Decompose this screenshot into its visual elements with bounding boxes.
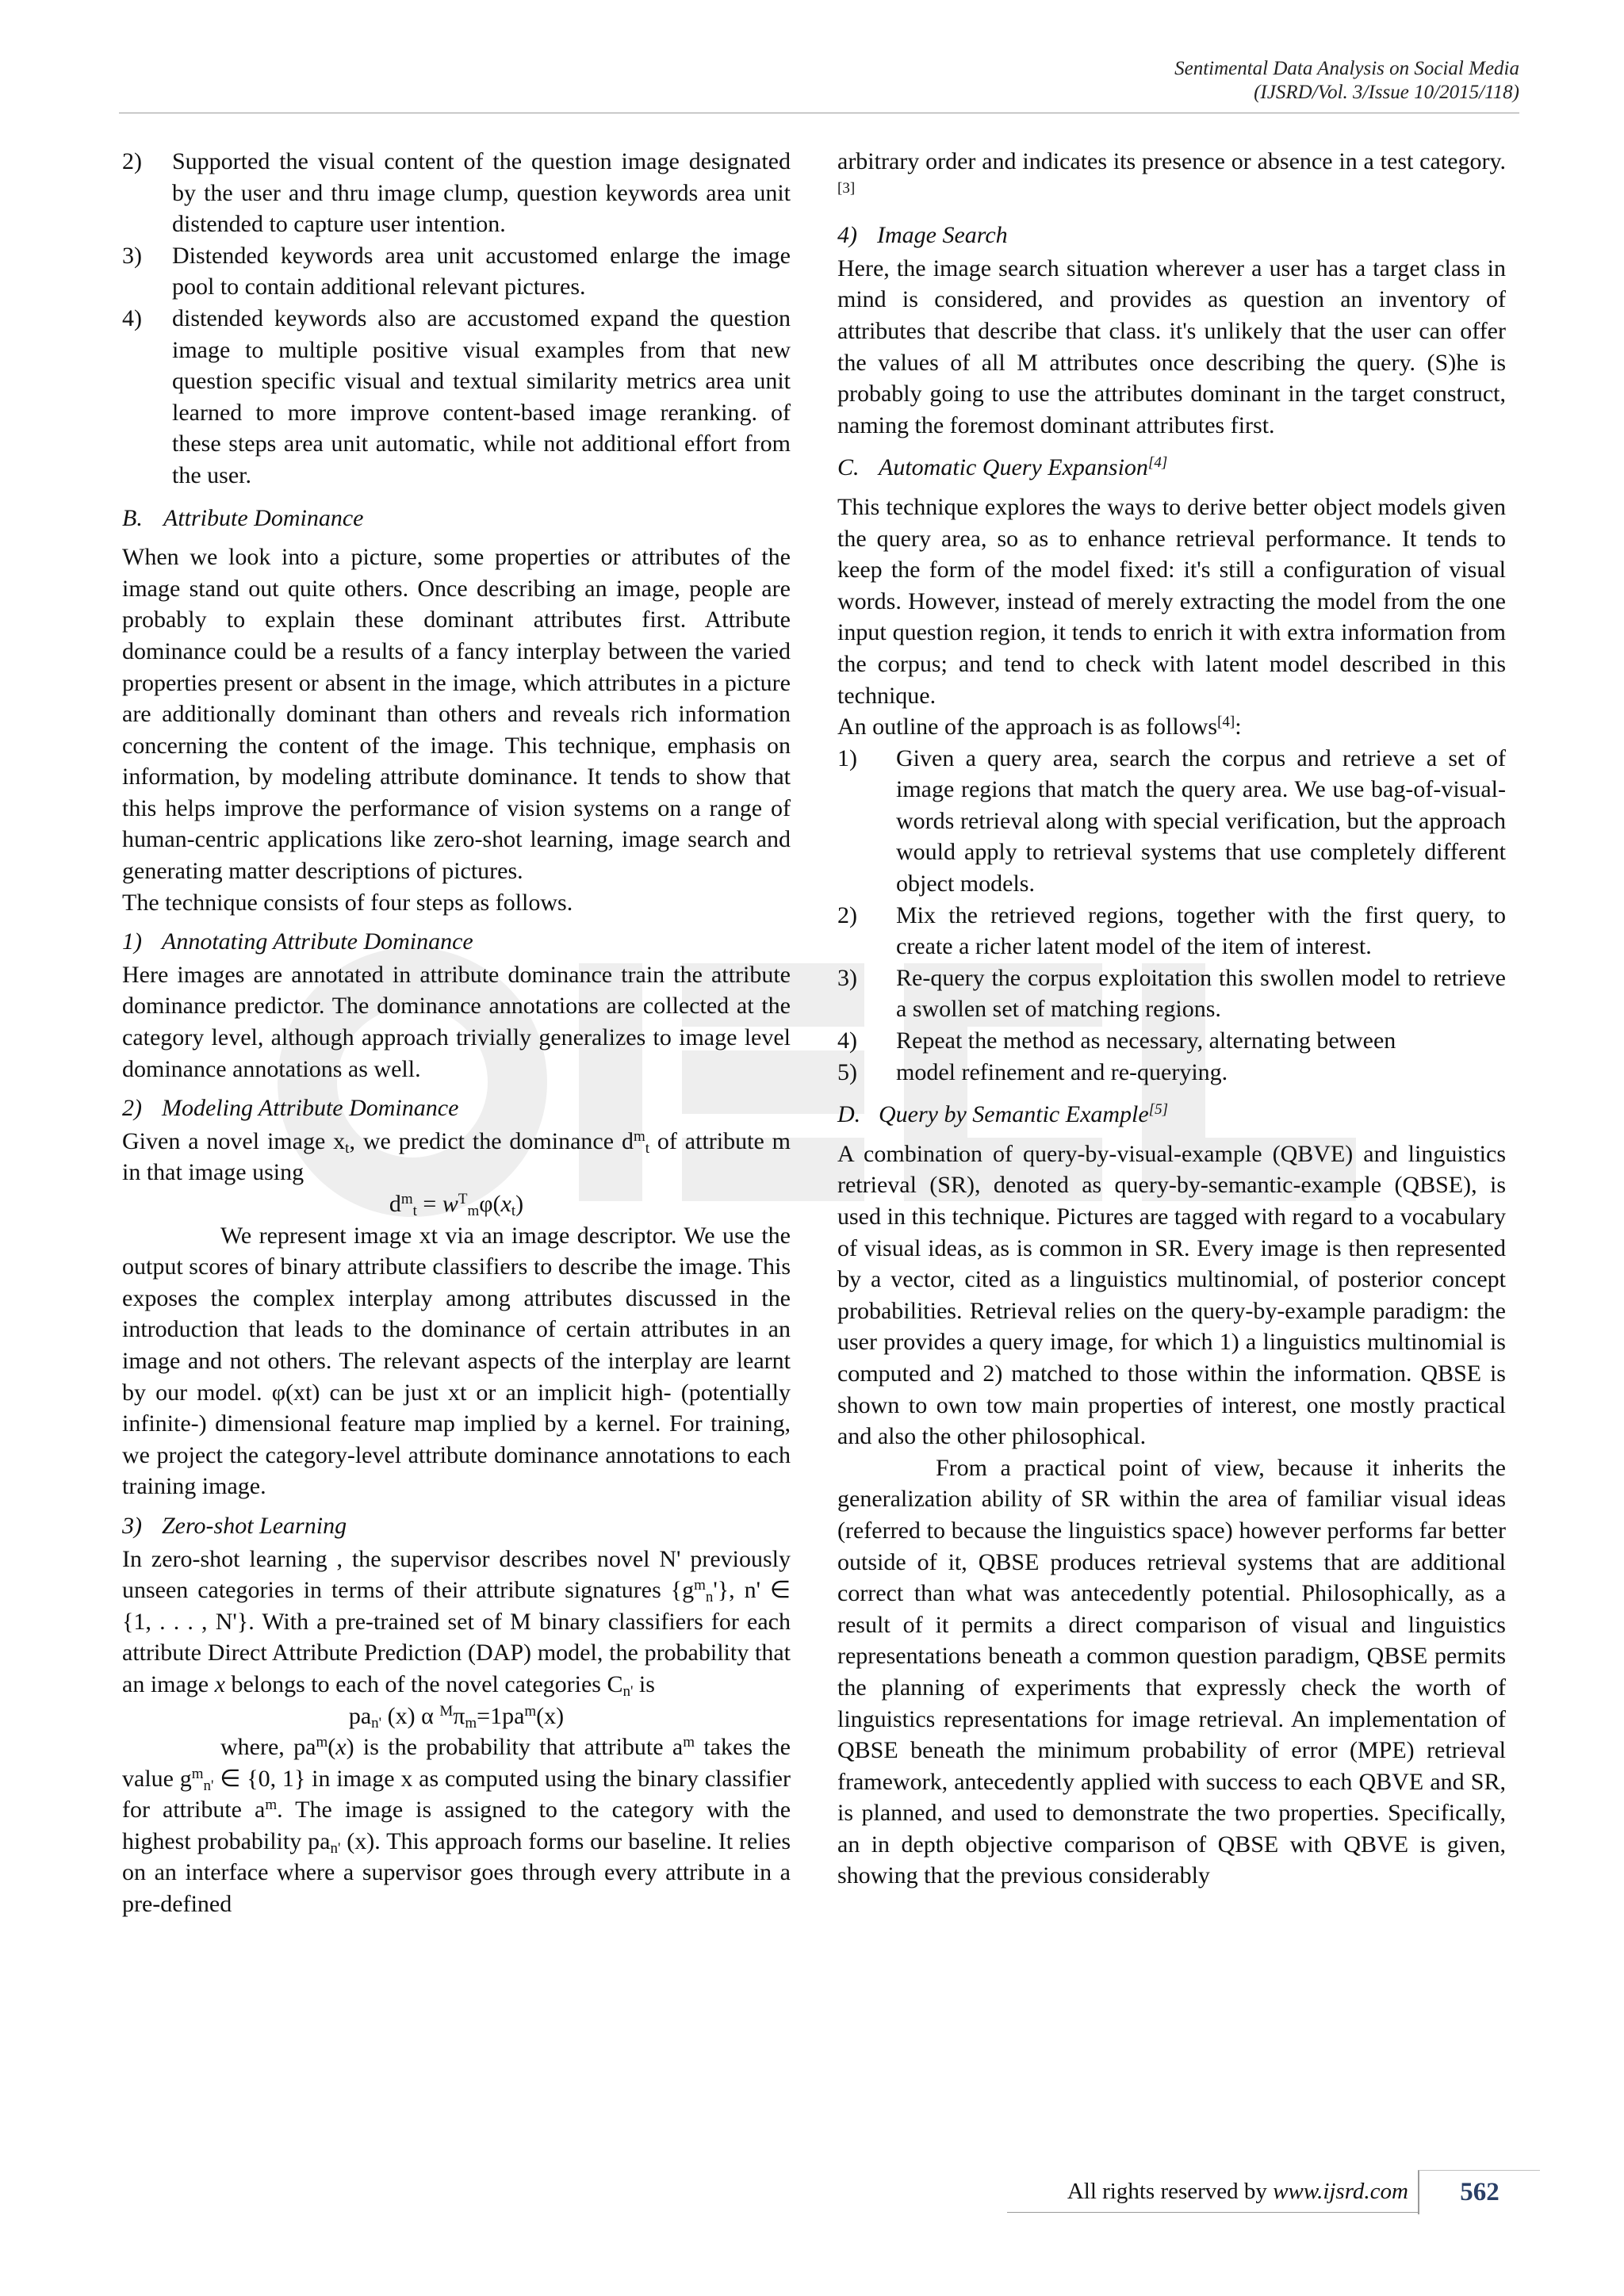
list-item: 2) Supported the visual content of the question image designated by the user and thru image clump, question keywords area unit distended to capture user intention. <box>122 148 791 238</box>
section-heading-query-expansion: C. Automatic Query Expansion[4] <box>837 454 1168 481</box>
paragraph: The technique consists of four steps as follows. <box>122 889 573 916</box>
list-item: 2) Mix the retrieved regions, together with the first query, to create a richer latent model of the item of interest. <box>837 901 1506 960</box>
footer-url-link[interactable]: www.ijsrd.com <box>1273 2179 1408 2204</box>
footer-rule <box>1007 2212 1419 2213</box>
subsection-heading: 2) Modeling Attribute Dominance <box>122 1095 459 1122</box>
page-number: 562 <box>1418 2170 1540 2214</box>
paragraph: Here images are annotated in attribute dominance train the attribute dominance predictor. The dominance annotations are collected at the category level, although approach trivially generalizes to image level dominance annotations as well. <box>122 961 791 1082</box>
left-column <box>122 146 791 1920</box>
paragraph: This technique explores the ways to derive better object models given the query area, so as to enhance retrieval performance. It tends to keep the form of the model fixed: it's still a configuration of visual words. However, instead of merely extracting the model from the one input question region, it tends to enrich it with extra information from the corpus; and tend to check with latent model described in this technique. <box>837 493 1506 709</box>
paragraph: Here, the image search situation wherever a user has a target class in mind is considered, and provides as question an inventory of attributes that describe that class. it's unlikely that the user can offer the values of all M attributes once describing the query. (S)he is probably going to use the attributes dominant in the target construct, naming the foremost dominant attributes first. <box>837 254 1506 438</box>
subsection-heading: 1) Annotating Attribute Dominance <box>122 928 473 955</box>
paragraph: From a practical point of view, because it inherits the generalization ability of SR within the area of familiar visual ideas (referred to because the linguistics space) however performs far better outside of it, QBSE produces retrieval systems that are additional correct than what was antecedently potential. Philosophically, as a result of it permits a direct comparison of visual and linguistics representations beneath a common question paradigm, QBSE permits the planning of experiments that expressly check the worth of linguistics representations for image retrieval. An implementation of QBSE beneath the minimum probability of error (MPE) retrieval framework, antecedently applied with success to each QBVE and SR, is planned, and used to demonstrate the two properties. Specifically, an in depth objective comparison of QBSE with QBVE is given, showing that the previous considerably <box>837 1454 1506 1889</box>
footer-rights: All rights reserved by www.ijsrd.com <box>1067 2179 1408 2204</box>
list-item: 4) Repeat the method as necessary, alternating between <box>837 1027 1396 1054</box>
running-header <box>726 57 1519 105</box>
list-item: 3) Distended keywords area unit accustomed enlarge the image pool to contain additional relevant pictures. <box>122 242 791 300</box>
list-item: 4) distended keywords also are accustomed expand the question image to multiple positive visual examples from that new question specific visual and textual similarity metrics area unit learned to more improve content-based image reranking. of these steps area unit automatic, while not additional effort from the user. <box>122 304 791 488</box>
paragraph: When we look into a picture, some properties or attributes of the image stand out quite others. Once describing an image, people are probably to explain these dominant attributes first. Attribute dominance could be a results of a fancy interplay between the varied properties present or absent in the image, which attributes in a picture are additionally dominant than others and reveals rich information concerning the content of the image. This technique, emphasis on information, by modeling attribute dominance. It tends to show that this helps improve the performance of vision systems on a range of human-centric applications like zero-shot learning, image search and generating matter descriptions of pictures. <box>122 544 791 885</box>
paragraph: In zero-shot learning , the supervisor describes novel N' previously unseen categories in terms of their attribute signatures $\{g^m_n'\}$, n' ∈ {1, . . . , N'}. With a pre-trained set of M binary classifiers for each attribute Direct Attribute Prediction (DAP) model, the probability that an image x belongs to each of the novel categories $C_{n'}$ is <box>122 1545 791 1700</box>
journal-citation: (IJSRD/Vol. 3/Issue 10/2015/118) <box>1254 82 1519 103</box>
equation-dap: $pa_{n'}$ (x) α $^M\pi_m=1pa^m(x)$ <box>348 1702 565 1732</box>
section-heading-semantic-example: D. Query by Semantic Example[5] <box>837 1101 1169 1128</box>
subsection-heading: 4) Image Search <box>837 222 1008 249</box>
list-item: 5) model refinement and re-querying. <box>837 1058 1228 1085</box>
subsection-heading: 3) Zero-shot Learning <box>122 1512 347 1539</box>
journal-title: Sentimental Data Analysis on Social Media <box>1174 58 1519 79</box>
list-item: 1) Given a query area, search the corpus and retrieve a set of image regions that match the query area. We use bag-of-visual-words retrieval along with special verification, but the approach would apply to retrieval systems that use completely different object models. <box>837 744 1506 897</box>
section-heading-attribute-dominance: B. Attribute Dominance <box>122 504 364 531</box>
equation-dominance: $d^m_t = w^T_m\varphi(x_t)$ <box>389 1191 524 1219</box>
paragraph: An outline of the approach is as follows[4]: <box>837 714 1242 740</box>
paragraph: Given a novel image $x_t$, we predict the dominance $d^m_t$ of attribute m in that image using <box>122 1127 791 1186</box>
paragraph: arbitrary order and indicates its presence or absence in a test category.[3] <box>837 148 1506 197</box>
paragraph: where, $pa^m(x)$ is the probability that attribute $a^m$ takes the value $g^m_{n'}$ ∈ {0, 1} in image x as computed using the binary classifier for attribute $a^m$. The image is assigned to the category with the highest probability $pa_{n'}$ (x). This approach forms our baseline. It relies on an interface where a supervisor goes through every attribute in a pre-defined <box>122 1734 791 1918</box>
paragraph: A combination of query-by-visual-example (QBVE) and linguistics retrieval (SR), denoted as query-by-semantic-example (QBSE), is used in this technique. Pictures are tagged with regard to a vocabulary of visual ideas, as is common in SR. Every image is then represented by a vector, cited as a linguistics multinomial, of posterior concept probabilities. Retrieval relies on the query-by-example paradigm: the user provides a query image, for which 1) a linguistics multinomial is computed and 2) matched to those within the information. QBSE is shown to own tow main properties of interest, one mostly practical and also the other philosophical. <box>837 1140 1506 1450</box>
right-column <box>837 146 1506 1892</box>
paragraph: We represent image xt via an image descriptor. We use the output scores of binary attribute classifiers to describe the image. This exposes the complex interplay among attributes discussed in the introduction that leads to the dominance of certain attributes in an image and not others. The relevant aspects of the interplay are learnt by our model. φ(xt) can be just xt or an implicit high- (potentially infinite-) dimensional feature map implied by a kernel. For training, we project the category-level attribute dominance annotations to each training image. <box>122 1222 791 1500</box>
list-item: 3) Re-query the corpus exploitation this swollen model to retrieve a swollen set of matching regions. <box>837 964 1506 1023</box>
